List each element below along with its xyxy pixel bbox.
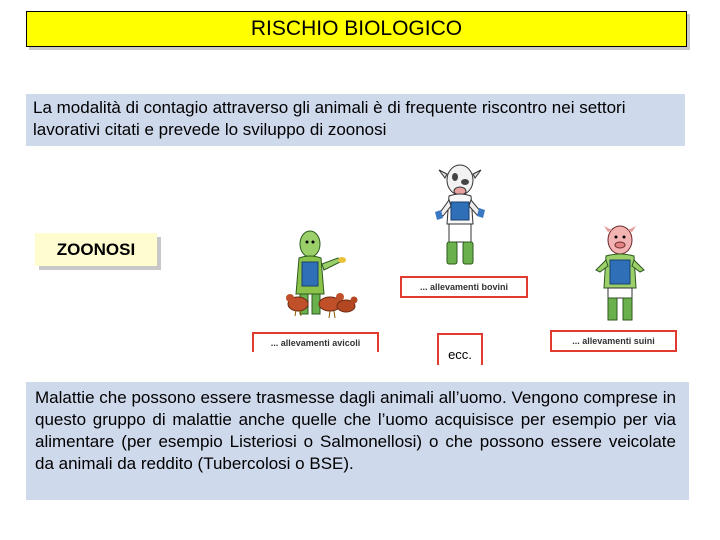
page-title: RISCHIO BIOLOGICO <box>250 17 463 40</box>
poultry-farmer-illustration <box>282 228 372 320</box>
zoonosi-label-box <box>35 233 157 266</box>
caption-allevamenti-suini: ... allevamenti suini <box>550 330 677 352</box>
caption-ecc <box>437 333 483 365</box>
title-box <box>26 11 687 47</box>
ecc-label: ecc. <box>448 347 472 362</box>
pig-farmer-illustration <box>592 224 648 324</box>
zoonosi-label: ZOONOSI <box>56 239 136 259</box>
description-panel: Malattie che possono essere trasmesse dagli animali all’uomo. Vengono comprese in questo gruppo di malattie anche quelle che l’uomo acquisisce per esempio per via alimentare (per esempio Listeriosi o Salmonellosi) o che possono essere veicolate da animali da reddito (Tubercolosi o BSE). <box>26 382 689 500</box>
caption-allevamenti-avicoli: ... allevamenti avicoli <box>252 332 379 352</box>
intro-panel: La modalità di contagio attraverso gli animali è di frequente riscontro nei settori lavorativi citati e prevede lo sviluppo di zoonosi <box>26 94 685 146</box>
caption-allevamenti-bovini: ... allevamenti bovini <box>400 276 528 298</box>
cow-farmer-illustration <box>425 162 495 266</box>
